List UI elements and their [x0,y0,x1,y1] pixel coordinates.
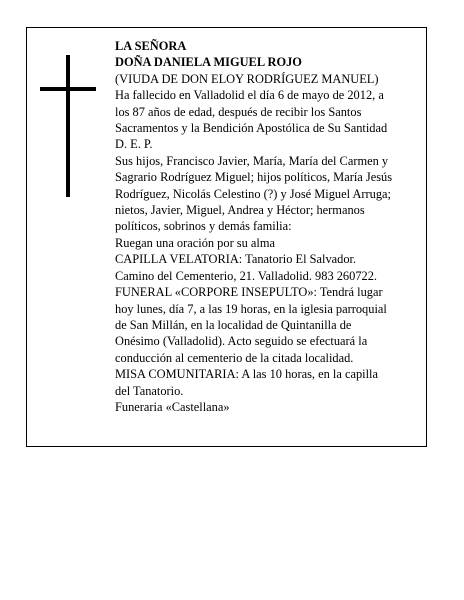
obituary-text [115,38,415,415]
prayer-line: Ruegan una oración por su alma [115,235,275,250]
funeral-line: Onésimo (Valladolid). Acto seguido se efectuará la [115,334,368,349]
funeral-home-line: Funeraria «Castellana» [115,399,230,414]
mass-line: del Tanatorio. [115,383,184,398]
body-line: Ha fallecido en Valladolid el día 6 de mayo de 2012, a [115,88,384,103]
title-line: LA SEÑORA [115,39,187,53]
funeral-line: de San Millán, en la localidad de Quintanilla de [115,317,352,332]
family-line: Rodríguez, Nicolás Celestino (?) y José Miguel Arruga; [115,186,391,201]
body-line: Sacramentos y la Bendición Apostólica de Su Santidad [115,121,388,136]
family-line: Sagrario Rodríguez Miguel; hijos políticos, María Jesús [115,170,393,185]
family-line: Sus hijos, Francisco Javier, María, María del Carmen y [115,153,389,168]
family-line: políticos, sobrinos y demás familia: [115,219,292,234]
rip-line: D. E. P. [115,137,153,152]
funeral-line: hoy lunes, día 7, a las 19 horas, en la iglesia parroquial [115,301,387,316]
chapel-line: CAPILLA VELATORIA: Tanatorio El Salvador. [115,252,357,267]
widow-line: (VIUDA DE DON ELOY RODRÍGUEZ MANUEL) [115,71,379,86]
mass-line: MISA COMUNITARIA: A las 10 horas, en la capilla [115,367,378,382]
body-line: los 87 años de edad, después de recibir los Santos [115,104,362,119]
funeral-line: FUNERAL «CORPORE INSEPULTO»: Tendrá lugar [115,285,383,300]
chapel-line: Camino del Cementerio, 21. Valladolid. 983 260722. [115,268,378,283]
family-line: nietos, Javier, Miguel, Andrea y Héctor; hermanos [115,203,365,218]
funeral-line: conducción al cementerio de la citada localidad. [115,350,354,365]
cross-horizontal-bar [40,87,96,91]
cross-vertical-bar [66,55,70,197]
deceased-name: DOÑA DANIELA MIGUEL ROJO [115,55,302,70]
